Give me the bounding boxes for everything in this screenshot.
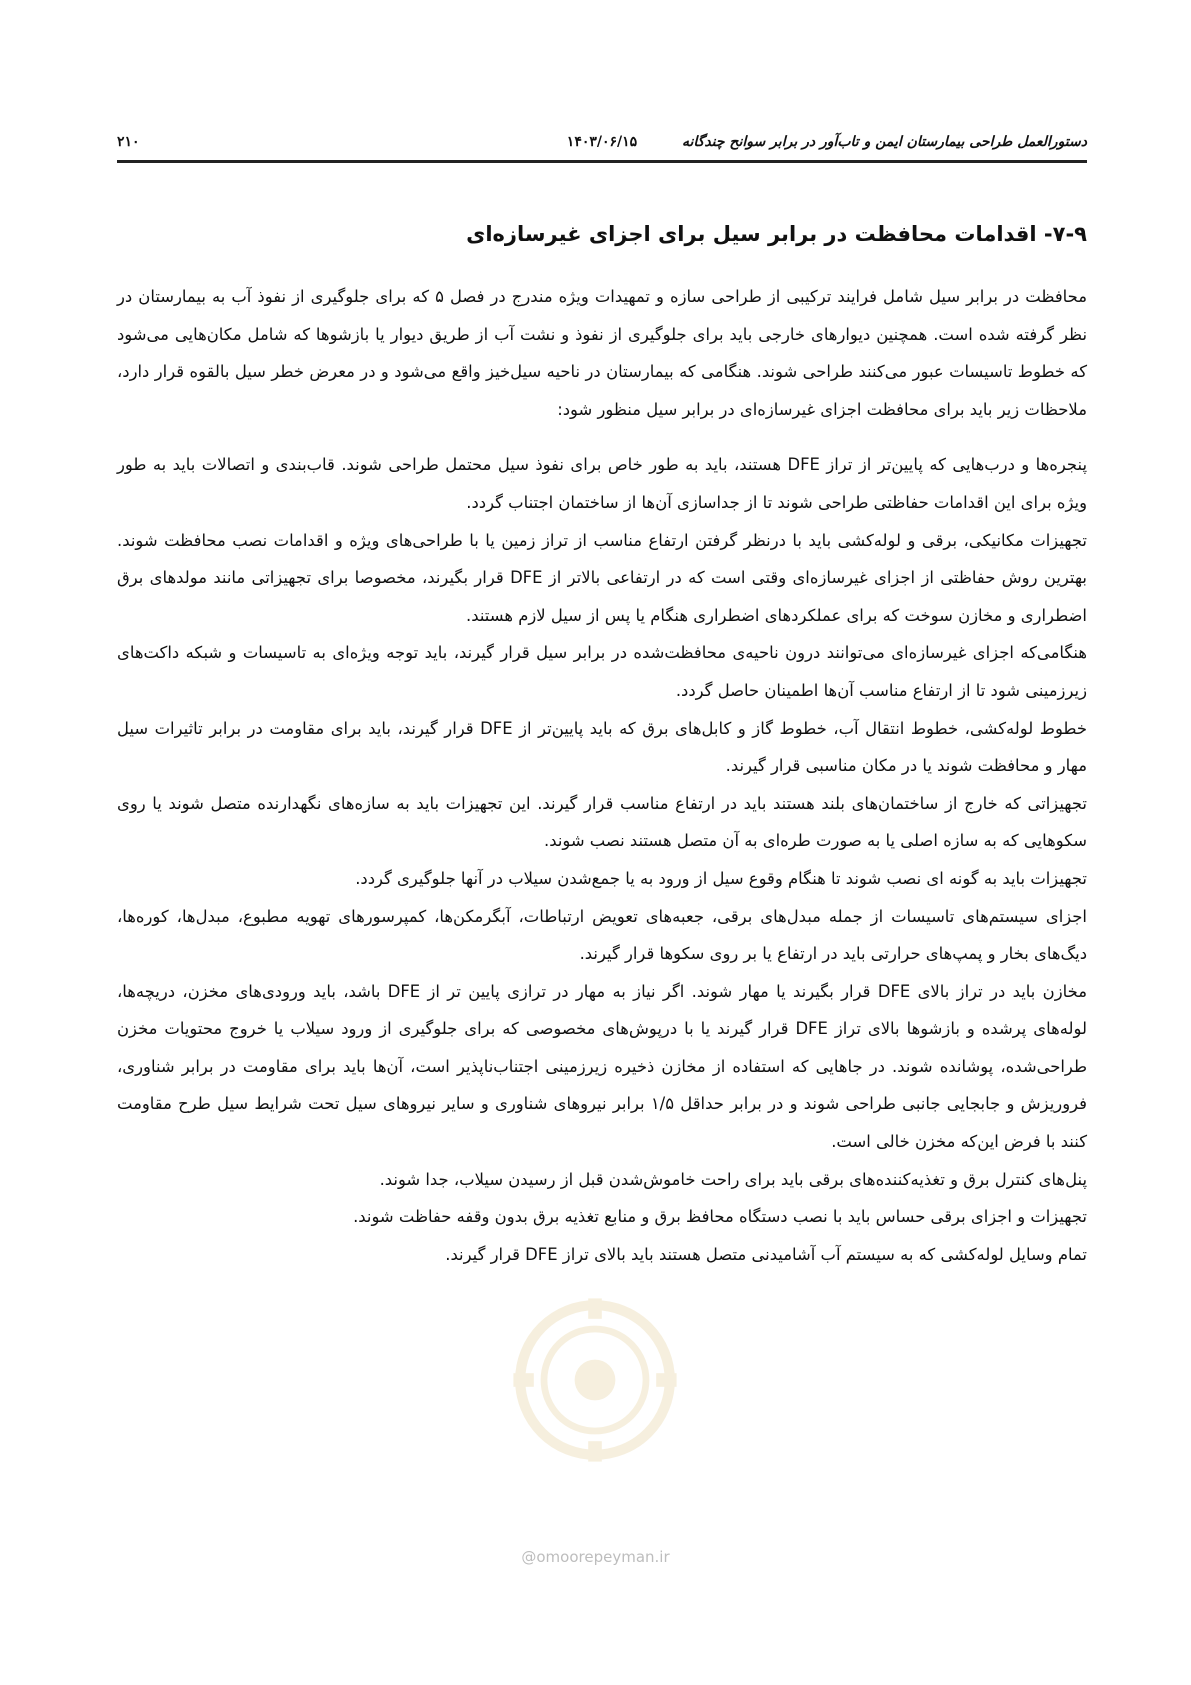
list-item: اجزای سیستم‌های تاسیسات از جمله مبدل‌های برقی، جعبه‌های تعویض ارتباطات، آبگرمکن‌ها، کمپرسورهای تهویه مطبوع، مبدل‌ها، کوره‌ها، دیگ‌های بخار و پمپ‌های حرارتی باید در ارتفاع یا بر روی سکوها قرار گیرند.	[117, 906, 1087, 964]
header-title: دستورالعمل طراحی بیمارستان ایمن و تاب‌آور در برابر سوانح چندگانه	[681, 134, 1087, 150]
body-text	[117, 278, 1087, 1273]
section-heading: ۷-۹- اقدامات محافظت در برابر سیل برای اجزای غیرسازه‌ای	[466, 222, 1087, 246]
header-date: ۱۴۰۳/۰۶/۱۵	[566, 134, 638, 150]
watermark-site: @omoorepeyman.ir	[521, 1548, 670, 1566]
list-item: تجهیزات باید به گونه ای نصب شوند تا هنگام وقوع سیل از ورود به یا جمع‌شدن سیلاب در آنها جلوگیری گردد.	[355, 868, 1087, 888]
list-item: پنجره‌ها و درب‌هایی که پایین‌تر از تراز DFE هستند، باید به طور خاص برای نفوذ سیل محتمل طراحی شوند. قاب‌بندی و اتصالات باید به طور ویژه برای این اقدامات حفاظتی طراحی شوند تا از جداسازی آن‌ها از ساختمان اجتناب گردد.	[117, 455, 1088, 512]
intro-paragraph: محافظت در برابر سیل شامل فرایند ترکیبی از طراحی سازه و تمهیدات ویژه مندرج در فصل ۵ که برای جلوگیری از نفوذ آب به بیمارستان در نظر گرفته شده است. همچنین دیوارهای خارجی باید برای جلوگیری از نفوذ و نشت آب از طریق دیوار یا بازشوها که شامل مکان‌هایی می‌شود که خطوط تاسیسات عبور می‌کنند طراحی شوند. هنگامی که بیمارستان در ناحیه سیل‌خیز واقع می‌شود و در معرض خطر سیل بالقوه قرار دارد، ملاحظات زیر باید برای محافظت اجزای غیرسازه‌ای در برابر سیل منظور شود:	[117, 287, 1088, 419]
list-item: تمام وسایل لوله‌کشی که به سیستم آب آشامیدنی متصل هستند باید بالای تراز DFE قرار گیرند.	[445, 1244, 1087, 1264]
list-item: تجهیزاتی که خارج از ساختمان‌های بلند هستند باید در ارتفاع مناسب قرار گیرند. این تجهیزات باید به سازه‌های نگهدارنده متصل شوند یا روی سکوهایی که به سازه اصلی یا به صورت طره‌ای به آن متصل هستند نصب شوند.	[117, 793, 1087, 851]
list-item: پنل‌های کنترل برق و تغذیه‌کننده‌های برقی باید برای راحت خاموش‌شدن قبل از رسیدن سیلاب، جدا شوند.	[379, 1169, 1087, 1189]
watermark-logo-icon	[510, 1295, 680, 1465]
page-header	[117, 130, 1087, 163]
list-item: مخازن باید در تراز بالای DFE قرار بگیرند یا مهار شوند. اگر نیاز به مهار در ترازی پایین تر از DFE باشد، باید ورودی‌های مخزن، دریچه‌ها، لوله‌های پرشده و بازشوها بالای تراز DFE قرار گیرند یا با درپوش‌های مخصوصی که برای جلوگیری از ورود سیلاب یا خروج محتویات مخزن طراحی‌شده، پوشانده شوند. در جاهایی که استفاده از مخازن ذخیره زیرزمینی اجتناب‌ناپذیر است، آن‌ها باید برای مقاومت در برابر شناوری، فروریزش و جابجایی جانبی طراحی شوند و در برابر حداقل ۱/۵ برابر نیروهای شناوری و سایر نیروهای سیل تحت شرایط سیل طرح مقاومت کنند با فرض این‌که مخزن خالی است.	[117, 981, 1087, 1152]
list-item: خطوط لوله‌کشی، خطوط انتقال آب، خطوط گاز و کابل‌های برق که باید پایین‌تر از DFE قرار گیرند، باید برای مقاومت در برابر تاثیرات سیل مهار و محافظت شوند یا در مکان مناسبی قرار گیرند.	[117, 718, 1087, 776]
list-item: هنگامی‌که اجزای غیرسازه‌ای می‌توانند درون ناحیه‌ی محافظت‌شده در برابر سیل قرار گیرند، باید توجه ویژه‌ای به تاسیسات و شبکه داکت‌های زیرزمینی شود تا از ارتفاع مناسب آن‌ها اطمینان حاصل گردد.	[117, 643, 1087, 700]
list-item: تجهیزات مکانیکی، برقی و لوله‌کشی باید با درنظر گرفتن ارتفاع مناسب از تراز زمین یا با طراحی‌های ویژه و اقدامات نصب محافظت شوند. بهترین روش حفاظتی از اجزای غیرسازه‌ای وقتی است که در ارتفاعی بالاتر از DFE قرار بگیرند، مخصوصا برای تجهیزاتی مانند مولدهای برق اضطراری و مخازن سوخت که برای عملکردهای اضطراری هنگام یا پس از سیل لازم هستند.	[117, 530, 1087, 625]
list-item: تجهیزات و اجزای برقی حساس باید با نصب دستگاه محافظ برق و منابع تغذیه برق بدون وقفه حفاظت شوند.	[353, 1207, 1087, 1227]
page-number: ۲۱۰	[117, 134, 140, 150]
